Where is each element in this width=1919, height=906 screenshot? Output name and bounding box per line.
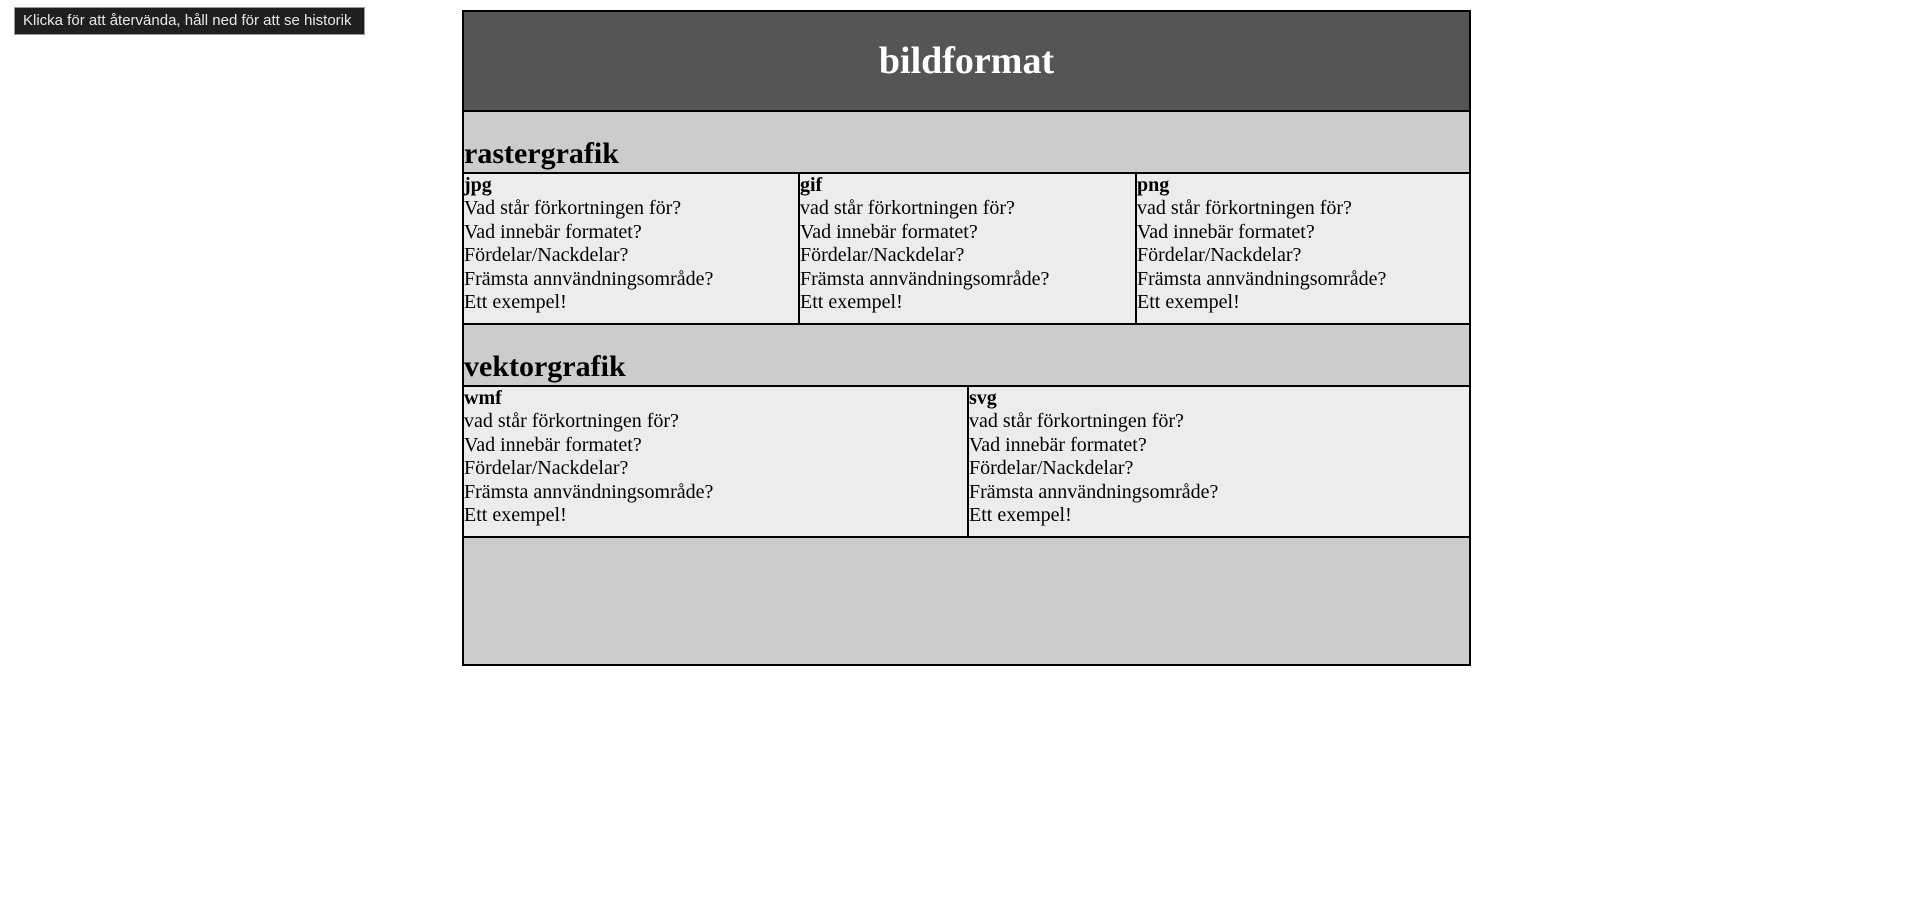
- format-title: jpg: [464, 174, 492, 196]
- question-line: vad står förkortningen för?: [464, 410, 679, 433]
- question-line: Vad står förkortningen för?: [464, 197, 682, 220]
- vector-section-header: [464, 325, 1469, 387]
- question-line: vad står förkortningen för?: [1137, 197, 1352, 220]
- question-line: Främsta annvändningsområde?: [464, 267, 714, 290]
- format-title: svg: [969, 387, 997, 409]
- question-line: Ett exempel!: [464, 504, 567, 527]
- format-cell-svg: [969, 387, 1469, 536]
- back-button-tooltip: Klicka för att återvända, håll ned för att se historik: [14, 7, 365, 35]
- format-title: gif: [800, 174, 823, 196]
- question-line: vad står förkortningen för?: [800, 197, 1015, 220]
- format-title: wmf: [464, 387, 502, 409]
- question-line: Vad innebär formatet?: [1137, 220, 1315, 243]
- vector-section-title: vektorgrafik: [464, 350, 626, 383]
- format-cell-gif: [800, 174, 1137, 323]
- format-cell-png: [1137, 174, 1469, 323]
- raster-section-title: rastergrafik: [464, 137, 619, 170]
- question-line: vad står förkortningen för?: [969, 410, 1184, 433]
- format-title: png: [1137, 174, 1170, 196]
- page-title: bildformat: [878, 40, 1055, 82]
- question-line: Vad innebär formatet?: [464, 220, 642, 243]
- raster-section-header: [464, 112, 1469, 174]
- format-cell-wmf: [464, 387, 969, 536]
- vector-row: [464, 387, 1469, 538]
- raster-row: [464, 174, 1469, 325]
- format-cell-jpg: [464, 174, 800, 323]
- question-line: Fördelar/Nackdelar?: [464, 457, 629, 480]
- question-line: Främsta annvändningsområde?: [969, 480, 1219, 503]
- question-line: Vad innebär formatet?: [969, 433, 1147, 456]
- page-header: [464, 12, 1469, 112]
- question-line: Ett exempel!: [800, 291, 903, 314]
- question-line: Vad innebär formatet?: [464, 433, 642, 456]
- question-line: Fördelar/Nackdelar?: [464, 244, 629, 267]
- question-line: Ett exempel!: [464, 291, 567, 314]
- question-line: Vad innebär formatet?: [800, 220, 978, 243]
- question-line: Fördelar/Nackdelar?: [800, 244, 965, 267]
- question-line: Ett exempel!: [969, 504, 1072, 527]
- question-line: Fördelar/Nackdelar?: [969, 457, 1134, 480]
- question-line: Främsta annvändningsområde?: [464, 480, 714, 503]
- page-container: [462, 10, 1471, 666]
- question-line: Främsta annvändningsområde?: [800, 267, 1050, 290]
- question-line: Fördelar/Nackdelar?: [1137, 244, 1302, 267]
- question-line: Främsta annvändningsområde?: [1137, 267, 1387, 290]
- question-line: Ett exempel!: [1137, 291, 1240, 314]
- page-footer: [464, 538, 1469, 663]
